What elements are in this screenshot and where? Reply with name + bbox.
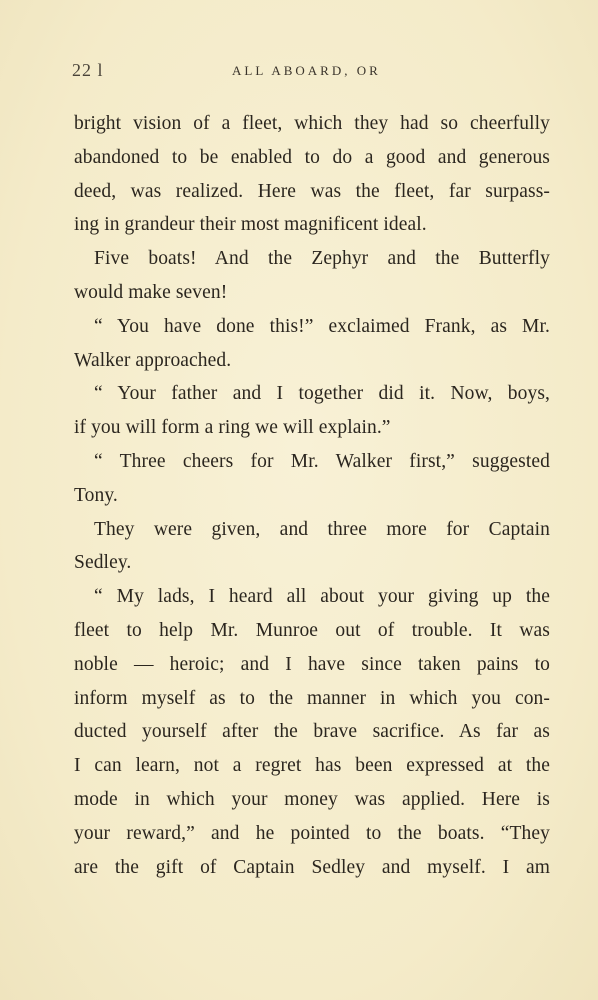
text-line: abandoned to be enabled to do a good and generous [74,146,550,168]
page-number: 22 l [72,60,104,80]
text-line: ing in grandeur their most magnificent ideal. [74,214,427,236]
text-line: mode in which your money was applied. Here is [74,788,550,810]
text-line: They were given, and three more for Captain [94,518,550,540]
text-line: fleet to help Mr. Munroe out of trouble. It was [74,619,550,641]
text-line: Walker approached. [74,349,232,371]
text-line: noble — heroic; and I have since taken pains to [74,653,550,675]
text-line: bright vision of a fleet, which they had so cheerfully [74,113,550,134]
text-line: deed, was realized. Here was the fleet, far surpass- [74,180,550,202]
text-line: Five boats! And the Zephyr and the Butterfly [94,248,550,270]
text-line: your reward,” and he pointed to the boats. “They [74,822,550,844]
text-line: ducted yourself after the brave sacrifice. As far as [74,721,550,743]
text-line: if you will form a ring we will explain.” [74,417,391,439]
running-title: ALL ABOARD, OR [232,63,381,78]
text-line: “ Your father and I together did it. Now, boys, [94,383,550,405]
body-text [74,107,550,884]
text-line: Tony. [74,484,118,506]
text-line: “ My lads, I heard all about your giving up the [94,586,550,608]
text-line: Sedley. [74,552,132,574]
text-line: inform myself as to the manner in which you con- [74,687,550,709]
text-line: “ Three cheers for Mr. Walker first,” suggested [94,450,550,472]
text-line: are the gift of Captain Sedley and myself. I am [74,856,550,878]
text-line: I can learn, not a regret has been expressed at the [74,755,550,777]
text-line: “ You have done this!” exclaimed Frank, as Mr. [94,315,550,337]
text-line: would make seven! [74,281,228,303]
running-head [72,60,548,84]
